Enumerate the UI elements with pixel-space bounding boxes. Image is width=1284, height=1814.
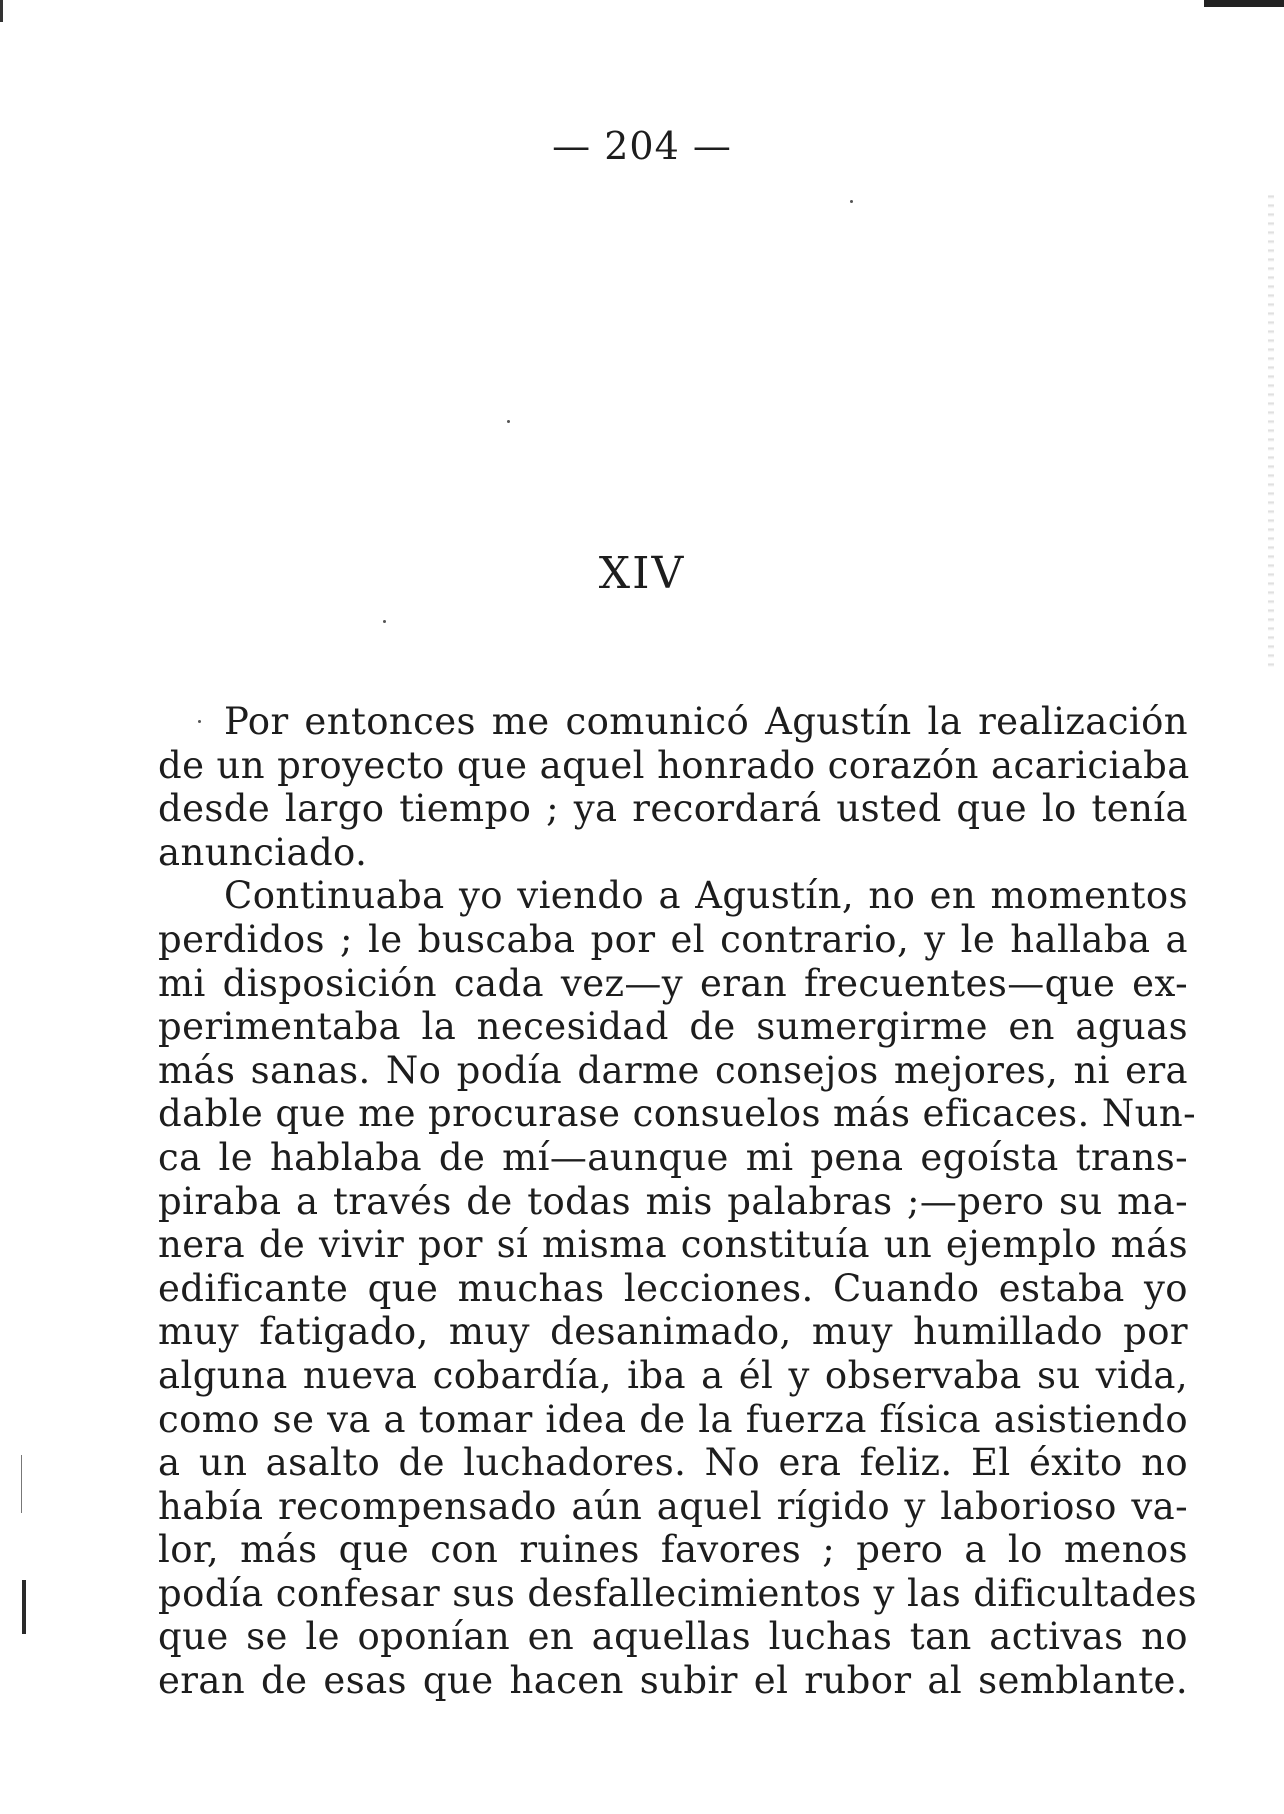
text-line: había recompensado aún aquel rígido y laborioso va- — [158, 1484, 1188, 1528]
text-line: lor, más que con ruines favores ; pero a lo menos — [158, 1528, 1188, 1572]
text-line: anunciado. — [158, 830, 368, 874]
text-line: edificante que muchas lecciones. Cuando estaba yo — [158, 1266, 1188, 1310]
text-line: como se va a tomar idea de la fuerza física asistiendo — [158, 1397, 1188, 1441]
page-number: — 204 — — [552, 124, 732, 168]
scan-mark-top-right — [1204, 0, 1284, 7]
text-line: a un asalto de luchadores. No era feliz. El éxito no — [158, 1441, 1188, 1485]
text-line: nera de vivir por sí misma constituía un ejemplo más — [158, 1223, 1188, 1267]
text-line: eran de esas que hacen subir el rubor al semblante. — [158, 1659, 1188, 1703]
text-line: Continuaba yo viendo a Agustín, no en momentos — [224, 874, 1188, 918]
text-line: muy fatigado, muy desanimado, muy humillado por — [158, 1310, 1188, 1354]
scan-speck — [383, 620, 386, 623]
text-line: de un proyecto que aquel honrado corazón acariciaba — [158, 743, 1190, 787]
text-line: mi disposición cada vez—y eran frecuentes—que ex- — [158, 961, 1188, 1005]
chapter-heading: XIV — [598, 548, 686, 599]
text-line: ca le hablaba de mí—aunque mi pena egoísta trans- — [158, 1135, 1188, 1179]
text-line: dable que me procurase consuelos más eficaces. Nun- — [158, 1092, 1196, 1136]
text-line: alguna nueva cobardía, iba a él y observaba su vida, — [158, 1353, 1188, 1397]
text-line: piraba a través de todas mis palabras ;—pero su ma- — [158, 1179, 1188, 1223]
text-line: perdidos ; le buscaba por el contrario, y le hallaba a — [158, 917, 1188, 961]
scan-mark-left-thin — [21, 1455, 22, 1513]
scan-speck — [507, 420, 510, 423]
scan-mark-top-left — [0, 0, 3, 22]
text-line: más sanas. No podía darme consejos mejores, ni era — [158, 1048, 1188, 1092]
text-line: desde largo tiempo ; ya recordará usted que lo tenía — [158, 787, 1188, 831]
text-line: Por entonces me comunicó Agustín la realización — [224, 700, 1188, 743]
paragraph — [158, 874, 1197, 1703]
paragraph — [158, 700, 1188, 874]
text-line: perimentaba la necesidad de sumergirme en aguas — [158, 1005, 1188, 1049]
text-line: podía confesar sus desfallecimientos y las dificultades — [158, 1571, 1197, 1615]
scan-speck — [850, 200, 853, 203]
body-text — [158, 700, 1197, 1703]
scan-mark-left-edge — [22, 1580, 26, 1634]
text-line: que se le oponían en aquellas luchas tan activas no — [158, 1615, 1188, 1659]
